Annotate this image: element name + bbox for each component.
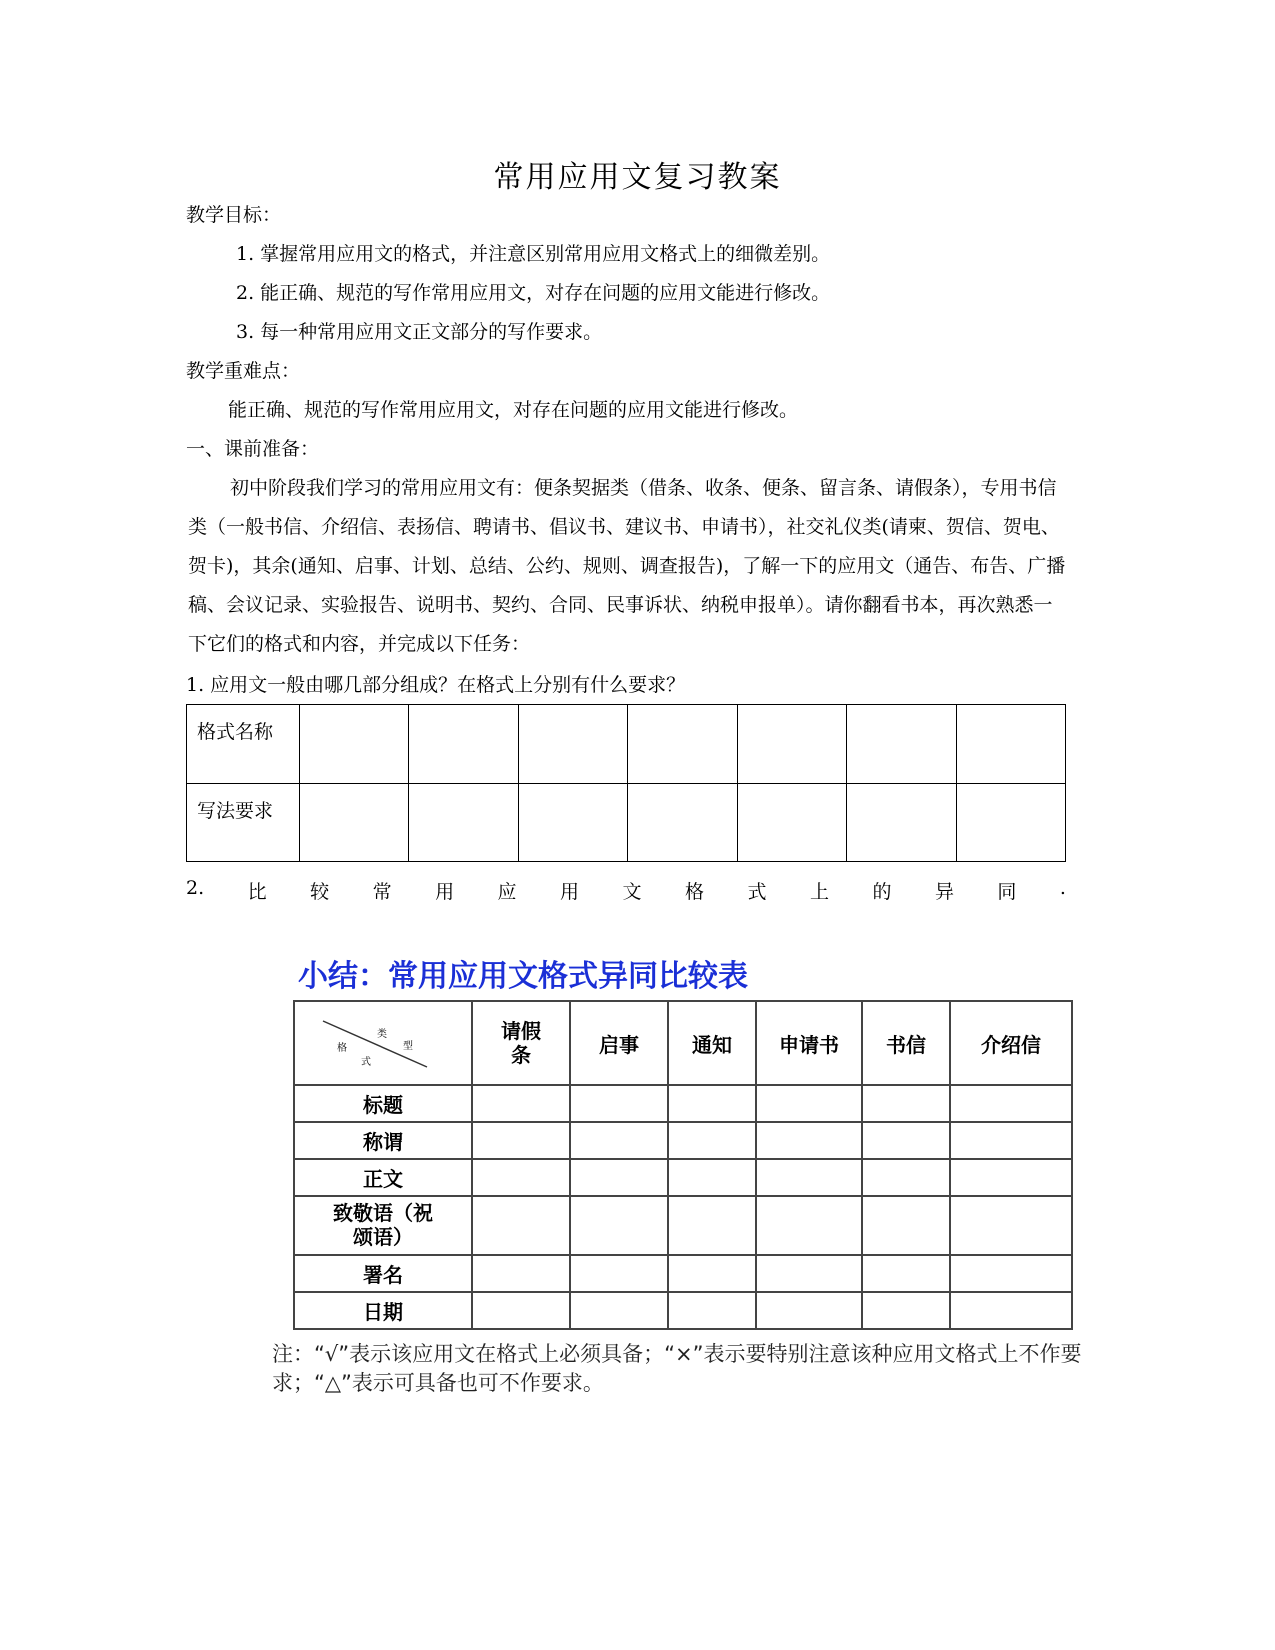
answer-cell[interactable] bbox=[862, 1292, 950, 1329]
question-2-char: 式 bbox=[747, 881, 767, 903]
objective-item: 1. 掌握常用应用文的格式，并注意区别常用应用文格式上的细微差别。 bbox=[236, 243, 831, 265]
row-header: 日期 bbox=[294, 1292, 472, 1329]
answer-cell[interactable] bbox=[570, 1292, 668, 1329]
answer-cell[interactable] bbox=[668, 1159, 756, 1196]
answer-cell[interactable] bbox=[950, 1292, 1072, 1329]
question-2-char: 应 bbox=[497, 881, 517, 903]
answer-cell[interactable] bbox=[409, 705, 518, 784]
answer-cell[interactable] bbox=[950, 1196, 1072, 1255]
comparison-table bbox=[293, 1000, 1073, 1330]
diagonal-corner-cell bbox=[294, 1001, 472, 1085]
answer-cell[interactable] bbox=[668, 1292, 756, 1329]
summary-title: 小结：常用应用文格式异同比较表 bbox=[298, 959, 748, 994]
answer-cell[interactable] bbox=[756, 1196, 862, 1255]
table-row bbox=[294, 1159, 1072, 1196]
question-2 bbox=[186, 877, 1066, 904]
question-2-char: 文 bbox=[622, 881, 642, 903]
corner-label: 式 bbox=[361, 1057, 371, 1069]
section-paragraph bbox=[188, 469, 1068, 664]
column-header: 通知 bbox=[668, 1001, 756, 1085]
objectives-label: 教学目标： bbox=[186, 204, 282, 226]
answer-cell[interactable] bbox=[756, 1159, 862, 1196]
answer-cell[interactable] bbox=[472, 1085, 570, 1122]
row-header: 称谓 bbox=[294, 1122, 472, 1159]
corner-label: 格 bbox=[337, 1043, 347, 1055]
corner-label: 型 bbox=[403, 1041, 413, 1053]
answer-cell[interactable] bbox=[518, 783, 627, 862]
answer-cell[interactable] bbox=[862, 1085, 950, 1122]
table-row bbox=[294, 1122, 1072, 1159]
question-2-char: 用 bbox=[560, 881, 580, 903]
key-points-text: 能正确、规范的写作常用应用文，对存在问题的应用文能进行修改。 bbox=[228, 399, 799, 421]
question-2-char: 比 bbox=[247, 881, 267, 903]
answer-cell[interactable] bbox=[472, 1292, 570, 1329]
summary-note: 注：“√”表示该应用文在格式上必须具备；“×”表示要特别注意该种应用文格式上不作要求；“△”表示可具备也可不作要求。 bbox=[272, 1342, 1082, 1395]
answer-cell[interactable] bbox=[518, 705, 627, 784]
answer-cell[interactable] bbox=[756, 1122, 862, 1159]
answer-cell[interactable] bbox=[409, 783, 518, 862]
corner-label: 类 bbox=[377, 1029, 387, 1041]
answer-cell[interactable] bbox=[628, 705, 737, 784]
question-2-char: . bbox=[1059, 877, 1066, 899]
answer-cell[interactable] bbox=[668, 1196, 756, 1255]
answer-cell[interactable] bbox=[950, 1159, 1072, 1196]
answer-cell[interactable] bbox=[950, 1122, 1072, 1159]
answer-cell[interactable] bbox=[956, 783, 1065, 862]
answer-cell[interactable] bbox=[472, 1196, 570, 1255]
question-2-char: 常 bbox=[372, 881, 392, 903]
answer-cell[interactable] bbox=[756, 1292, 862, 1329]
section-paragraph-text: 初中阶段我们学习的常用应用文有：便条契据类（借条、收条、便条、留言条、请假条），专用书信类（一般书信、介绍信、表扬信、聘请书、倡议书、建议书、申请书），社交礼仪类(请柬、贺信、贺电、贺卡)，其余(通知、启事、计划、总结、公约、规则、调查报告)，了解一下的应用文（通告、布告、广播稿、会议记录、实验报告、说明书、契约、合同、民事诉状、纳税申报单）。请你翻看书本，再次熟悉一下它们的格式和内容，并完成以下任务： bbox=[188, 477, 1066, 655]
row-header: 署名 bbox=[294, 1255, 472, 1292]
question-1: 1. 应用文一般由哪几部分组成？在格式上分别有什么要求？ bbox=[186, 674, 686, 696]
answer-cell[interactable] bbox=[472, 1159, 570, 1196]
column-header: 介绍信 bbox=[950, 1001, 1072, 1085]
question-2-char: 同 bbox=[997, 881, 1017, 903]
answer-cell[interactable] bbox=[950, 1085, 1072, 1122]
answer-cell[interactable] bbox=[956, 705, 1065, 784]
answer-cell[interactable] bbox=[737, 783, 846, 862]
answer-cell[interactable] bbox=[472, 1122, 570, 1159]
page-title: 常用应用文复习教案 bbox=[493, 160, 782, 195]
answer-cell[interactable] bbox=[300, 705, 409, 784]
answer-cell[interactable] bbox=[300, 783, 409, 862]
column-header: 启事 bbox=[570, 1001, 668, 1085]
row-header: 标题 bbox=[294, 1085, 472, 1122]
table-row bbox=[187, 705, 1066, 784]
answer-cell[interactable] bbox=[847, 705, 956, 784]
table-row bbox=[294, 1292, 1072, 1329]
row-header: 写法要求 bbox=[187, 783, 300, 862]
answer-cell[interactable] bbox=[570, 1085, 668, 1122]
objective-item: 3. 每一种常用应用文正文部分的写作要求。 bbox=[236, 321, 603, 343]
table-row bbox=[294, 1196, 1072, 1255]
table-row bbox=[187, 783, 1066, 862]
question-2-char: 的 bbox=[872, 881, 892, 903]
format-table bbox=[186, 704, 1066, 862]
answer-cell[interactable] bbox=[570, 1122, 668, 1159]
row-header: 正文 bbox=[294, 1159, 472, 1196]
table-row bbox=[294, 1085, 1072, 1122]
answer-cell[interactable] bbox=[862, 1196, 950, 1255]
key-points-label: 教学重难点： bbox=[186, 360, 301, 382]
answer-cell[interactable] bbox=[756, 1085, 862, 1122]
column-header: 申请书 bbox=[756, 1001, 862, 1085]
answer-cell[interactable] bbox=[570, 1159, 668, 1196]
column-header: 请假条 bbox=[472, 1001, 570, 1085]
row-header: 致敬语（祝颂语） bbox=[294, 1196, 472, 1255]
question-2-char: 异 bbox=[934, 881, 954, 903]
answer-cell[interactable] bbox=[570, 1196, 668, 1255]
diagonal-line bbox=[295, 1003, 471, 1083]
answer-cell[interactable] bbox=[950, 1255, 1072, 1292]
objective-item: 2. 能正确、规范的写作常用应用文，对存在问题的应用文能进行修改。 bbox=[236, 282, 831, 304]
answer-cell[interactable] bbox=[847, 783, 956, 862]
answer-cell[interactable] bbox=[628, 783, 737, 862]
table-row bbox=[294, 1255, 1072, 1292]
answer-cell[interactable] bbox=[862, 1122, 950, 1159]
question-2-char: 较 bbox=[310, 881, 330, 903]
answer-cell[interactable] bbox=[570, 1255, 668, 1292]
answer-cell[interactable] bbox=[737, 705, 846, 784]
answer-cell[interactable] bbox=[668, 1122, 756, 1159]
table-header-row bbox=[294, 1001, 1072, 1085]
question-2-char: 2. bbox=[186, 877, 205, 899]
section-heading: 一、课前准备： bbox=[186, 438, 320, 460]
answer-cell[interactable] bbox=[668, 1255, 756, 1292]
answer-cell[interactable] bbox=[472, 1255, 570, 1292]
answer-cell[interactable] bbox=[862, 1255, 950, 1292]
answer-cell[interactable] bbox=[756, 1255, 862, 1292]
question-2-char: 格 bbox=[685, 881, 705, 903]
row-header: 格式名称 bbox=[187, 705, 300, 784]
answer-cell[interactable] bbox=[668, 1085, 756, 1122]
answer-cell[interactable] bbox=[862, 1159, 950, 1196]
column-header: 书信 bbox=[862, 1001, 950, 1085]
question-2-char: 上 bbox=[809, 881, 829, 903]
question-2-char: 用 bbox=[435, 881, 455, 903]
